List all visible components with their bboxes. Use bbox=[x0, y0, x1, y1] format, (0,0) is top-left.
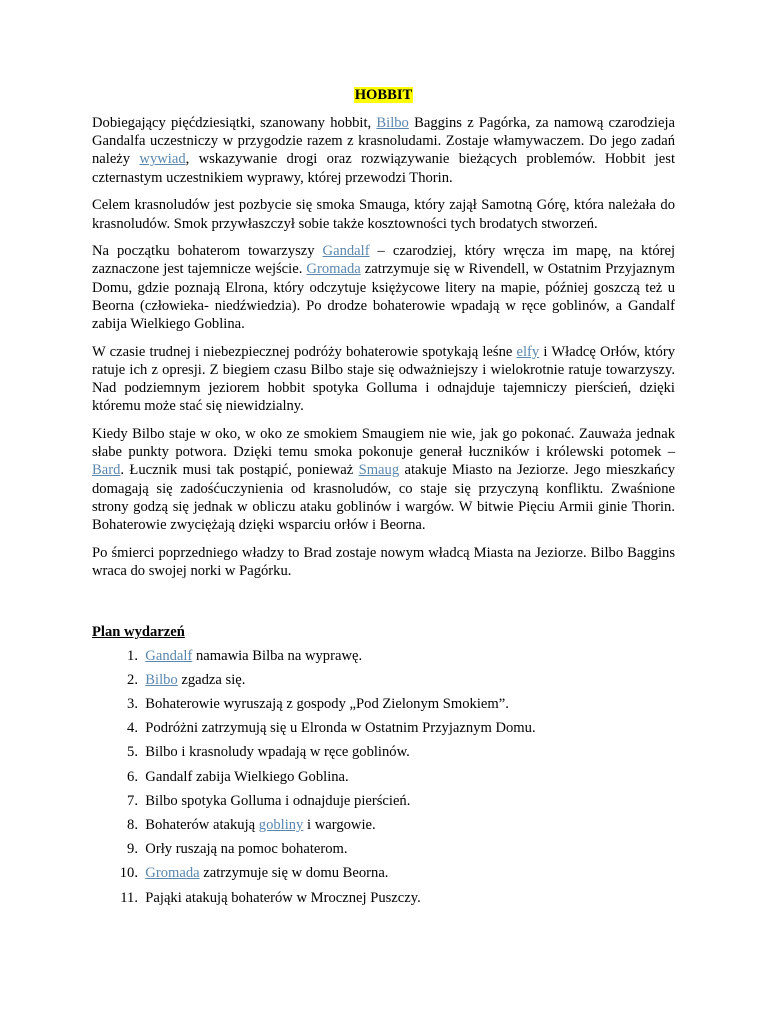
text-run: zatrzymuje się w Rivendell, w Ostatnim Przyjaznym Domu, gdzie poznają Elrona, który odczytuje księżycowe litery na mapie, później goszczą też u Beorna (człowieka- niedźwiedzia). Po drodze bohaterowie wpadają w ręce goblinów, a Gandalf zabija Wielkiego Goblina. bbox=[92, 261, 675, 333]
glossary-link[interactable]: wywiad bbox=[139, 151, 186, 168]
text-run: Podróżni zatrzymują się u Elronda w Ostatnim Przyjaznym Domu. bbox=[145, 720, 536, 737]
list-text bbox=[145, 816, 375, 834]
text-run: W czasie trudnej i niebezpiecznej podróży bohaterowie spotykają leśne bbox=[92, 343, 517, 360]
paragraph bbox=[92, 425, 675, 534]
list-number: 7. bbox=[127, 792, 138, 809]
text-run: Dobiegający pięćdziesiątki, szanowany hobbit, bbox=[92, 115, 377, 131]
text-run: Bohaterów atakują bbox=[145, 816, 259, 833]
list-item bbox=[92, 816, 675, 834]
glossary-link[interactable]: Bilbo bbox=[145, 671, 178, 688]
text-run: Na początku bohaterom towarzyszy bbox=[92, 243, 323, 260]
list-number: 2. bbox=[127, 671, 138, 688]
text-run: Baggins z Pagórka, za namową czarodzieja Gandalfa uczestniczy w przygodzie razem z krasnoludami. Zostaje włamywaczem. Do jego zadań należy bbox=[92, 115, 675, 168]
list-item bbox=[92, 719, 675, 737]
list-text bbox=[145, 864, 388, 882]
text-run: Bohaterowie wyruszają z gospody „Pod Zielonym Smokiem”. bbox=[145, 696, 509, 713]
plan-list bbox=[92, 647, 675, 907]
glossary-link[interactable]: Gandalf bbox=[322, 243, 370, 260]
paragraph bbox=[92, 196, 675, 232]
text-run: zgadza się. bbox=[177, 671, 246, 688]
list-item bbox=[92, 695, 675, 713]
glossary-link[interactable]: Gromada bbox=[145, 865, 200, 882]
paragraph bbox=[92, 114, 675, 187]
text-run: namawia Bilba na wyprawę. bbox=[192, 647, 363, 664]
plan-title: Plan wydarzeń bbox=[92, 623, 185, 640]
list-text bbox=[145, 719, 535, 737]
list-text bbox=[145, 647, 362, 665]
text-run: Pająki atakują bohaterów w Mrocznej Puszczy. bbox=[145, 889, 421, 906]
text-run: Celem krasnoludów jest pozbycie się smoka Smauga, który zajął Samotną Górę, która należała do krasnoludów. Smok przywłaszczył sobie także kosztowności tych brodatych stworzeń. bbox=[92, 197, 675, 232]
glossary-link[interactable]: elfy bbox=[516, 343, 540, 360]
text-run: , wskazywanie drogi oraz rozwiązywanie bieżących problemów. Hobbit jest czternastym uczestnikiem wyprawy, której przewodzi Thorin. bbox=[92, 151, 675, 186]
list-number: 5. bbox=[127, 744, 138, 761]
glossary-link[interactable]: Gandalf bbox=[145, 647, 193, 664]
list-item bbox=[92, 647, 675, 665]
list-text bbox=[145, 743, 410, 761]
text-run: Orły ruszają na pomoc bohaterom. bbox=[145, 841, 348, 858]
body-text bbox=[92, 114, 675, 580]
list-number: 1. bbox=[127, 647, 138, 664]
list-number: 9. bbox=[127, 841, 138, 858]
list-number: 6. bbox=[127, 768, 138, 785]
text-run: Gandalf zabija Wielkiego Goblina. bbox=[145, 768, 349, 785]
list-item bbox=[92, 792, 675, 810]
list-item bbox=[92, 840, 675, 858]
list-number: 3. bbox=[127, 696, 138, 713]
paragraph bbox=[92, 343, 675, 416]
text-run: – czarodziej, który wręcza im mapę, na której zaznaczone jest tajemnicze wejście. bbox=[92, 243, 676, 278]
list-item bbox=[92, 889, 675, 907]
list-text bbox=[145, 695, 509, 713]
document-title: HOBBIT bbox=[354, 87, 413, 103]
list-item bbox=[92, 743, 675, 761]
paragraph bbox=[92, 544, 675, 580]
text-run: i wargowie. bbox=[303, 816, 376, 833]
spacer bbox=[92, 590, 675, 623]
text-run: Po śmierci poprzedniego władzy to Brad zostaje nowym władcą Miasta na Jeziorze. Bilbo Baggins wraca do swojej norki w Pagórku. bbox=[92, 544, 675, 579]
text-run: Bilbo spotyka Golluma i odnajduje pierścień. bbox=[145, 792, 411, 809]
title-wrap bbox=[92, 86, 675, 104]
list-text bbox=[145, 768, 348, 786]
text-run: Kiedy Bilbo staje w oko, w oko ze smokiem Smaugiem nie wie, jak go pokonać. Zauważa jednak słabe punkty potwora. Dzięki temu smoka pokonuje generał łuczników i królewski potomek – bbox=[92, 426, 675, 461]
text-run: zatrzymuje się w domu Beorna. bbox=[199, 865, 389, 882]
glossary-link[interactable]: Gromada bbox=[306, 261, 361, 278]
glossary-link[interactable]: Bard bbox=[92, 462, 121, 479]
list-number: 11. bbox=[120, 889, 138, 906]
list-text bbox=[145, 671, 245, 689]
list-number: 10. bbox=[119, 865, 138, 882]
list-text bbox=[145, 840, 347, 858]
glossary-link[interactable]: Bilbo bbox=[376, 115, 409, 131]
list-item bbox=[92, 864, 675, 882]
list-number: 8. bbox=[127, 816, 138, 833]
text-run: Bilbo i krasnoludy wpadają w ręce goblinów. bbox=[145, 744, 410, 761]
paragraph bbox=[92, 242, 675, 333]
glossary-link[interactable]: gobliny bbox=[258, 816, 304, 833]
text-run: . Łucznik musi tak postąpić, ponieważ bbox=[120, 462, 359, 479]
list-item bbox=[92, 671, 675, 689]
list-text bbox=[145, 889, 420, 907]
list-text bbox=[145, 792, 410, 810]
text-run: atakuje Miasto na Jeziorze. Jego mieszkańcy domagają się zadośćuczynienia od krasnoludów, co staje się przyczyną konfliktu. Zwaśnione strony godzą się jednak w obliczu ataku goblinów i wargów. W bitwie Pięciu Armii ginie Thorin. Bohaterowie zwyciężają dzięki wsparciu orłów i Beorna. bbox=[92, 462, 675, 534]
list-item bbox=[92, 768, 675, 786]
list-number: 4. bbox=[127, 720, 138, 737]
text-run: i Władcę Orłów, który ratuje ich z opresji. Z biegiem czasu Bilbo staje się odważniejszy i wielokrotnie ratuje towarzyszy. Nad podziemnym jeziorem hobbit spotyka Golluma i odnajduje tajemniczy pierścień, dzięki któremu może stać się niewidzialny. bbox=[92, 343, 675, 415]
glossary-link[interactable]: Smaug bbox=[358, 462, 400, 479]
